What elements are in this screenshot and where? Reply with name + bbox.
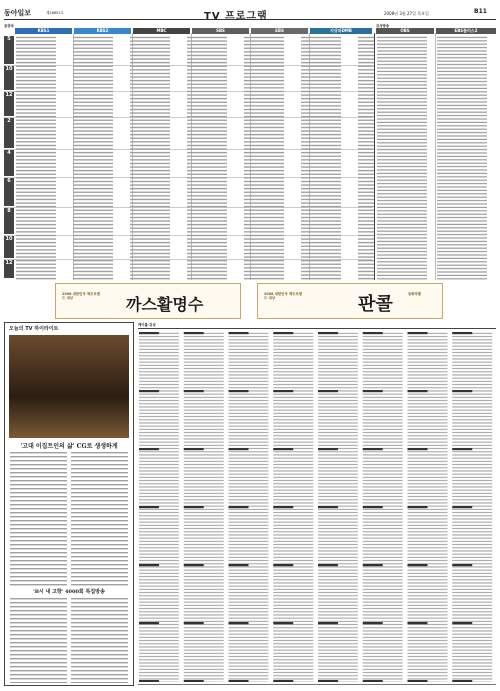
channel-header-dmb: 지상파DMB [310, 28, 372, 34]
time-slot: 2 [4, 118, 14, 148]
paper-name: 동아일보 [4, 8, 32, 17]
channel-header-obs: OBS [376, 28, 434, 34]
terrestrial-label: 공중파 [4, 24, 14, 28]
article-photo [9, 335, 129, 438]
page-title: TV 프로그램 [204, 11, 268, 22]
ad-maker: 동화약품 [408, 292, 422, 296]
ad-banner-left[interactable] [55, 283, 241, 319]
article-headline-2: 'B시 내 고향' 4000회 특집방송 [33, 589, 105, 595]
channel-header-mbc: MBC [133, 28, 190, 34]
channel-header-ebs-plus: EBS플러스2 [436, 28, 496, 34]
time-slot: 4 [4, 150, 14, 176]
ad-award-label: 2008 대한민국 제조브랜드 대상 [264, 292, 302, 300]
channel-header-ebs: EBS [251, 28, 308, 34]
masthead [4, 6, 496, 20]
ad-brand: 판콜 [358, 294, 393, 315]
time-slot: 8 [4, 208, 14, 234]
highlight-title: 오늘의 TV 하이라이트 [9, 326, 59, 332]
page-footer [138, 684, 496, 688]
issue-number: 제26851호 [46, 11, 64, 15]
article-headline: '고대 이집트인의 삶' CG로 생생하게 [20, 443, 118, 450]
time-slot: 10 [4, 236, 14, 258]
channel-header-sbs: SBS [192, 28, 249, 34]
page-number: B11 [474, 8, 487, 15]
time-slot: 6 [4, 178, 14, 206]
cable-section-title: 케이블·위성 [138, 323, 156, 327]
satellite-listings-texture [376, 36, 496, 280]
ad-brand: 까스활명수 [126, 295, 204, 314]
cable-listings-texture [138, 332, 496, 682]
channel-header-kbs1: KBS1 [15, 28, 72, 34]
section-divider [374, 33, 375, 280]
article-body-texture [9, 451, 131, 586]
satellite-label: 위성방송 [376, 24, 390, 28]
article-body-texture [9, 597, 131, 683]
time-slot: 10 [4, 66, 14, 90]
schedule-listings-texture [15, 36, 374, 280]
publish-date: 2008년 3월 27일 목요일 [384, 11, 429, 16]
ad-award-label: 2008 대한민국 제조브랜드 대상 [62, 292, 100, 300]
ad-banner-right[interactable] [257, 283, 443, 319]
time-slot: 12 [4, 92, 14, 116]
highlight-article [4, 322, 134, 686]
time-slot: 12 [4, 260, 14, 278]
cable-section-header [138, 322, 496, 329]
channel-header-kbs2: KBS2 [74, 28, 131, 34]
time-slot: 5 [4, 36, 14, 64]
